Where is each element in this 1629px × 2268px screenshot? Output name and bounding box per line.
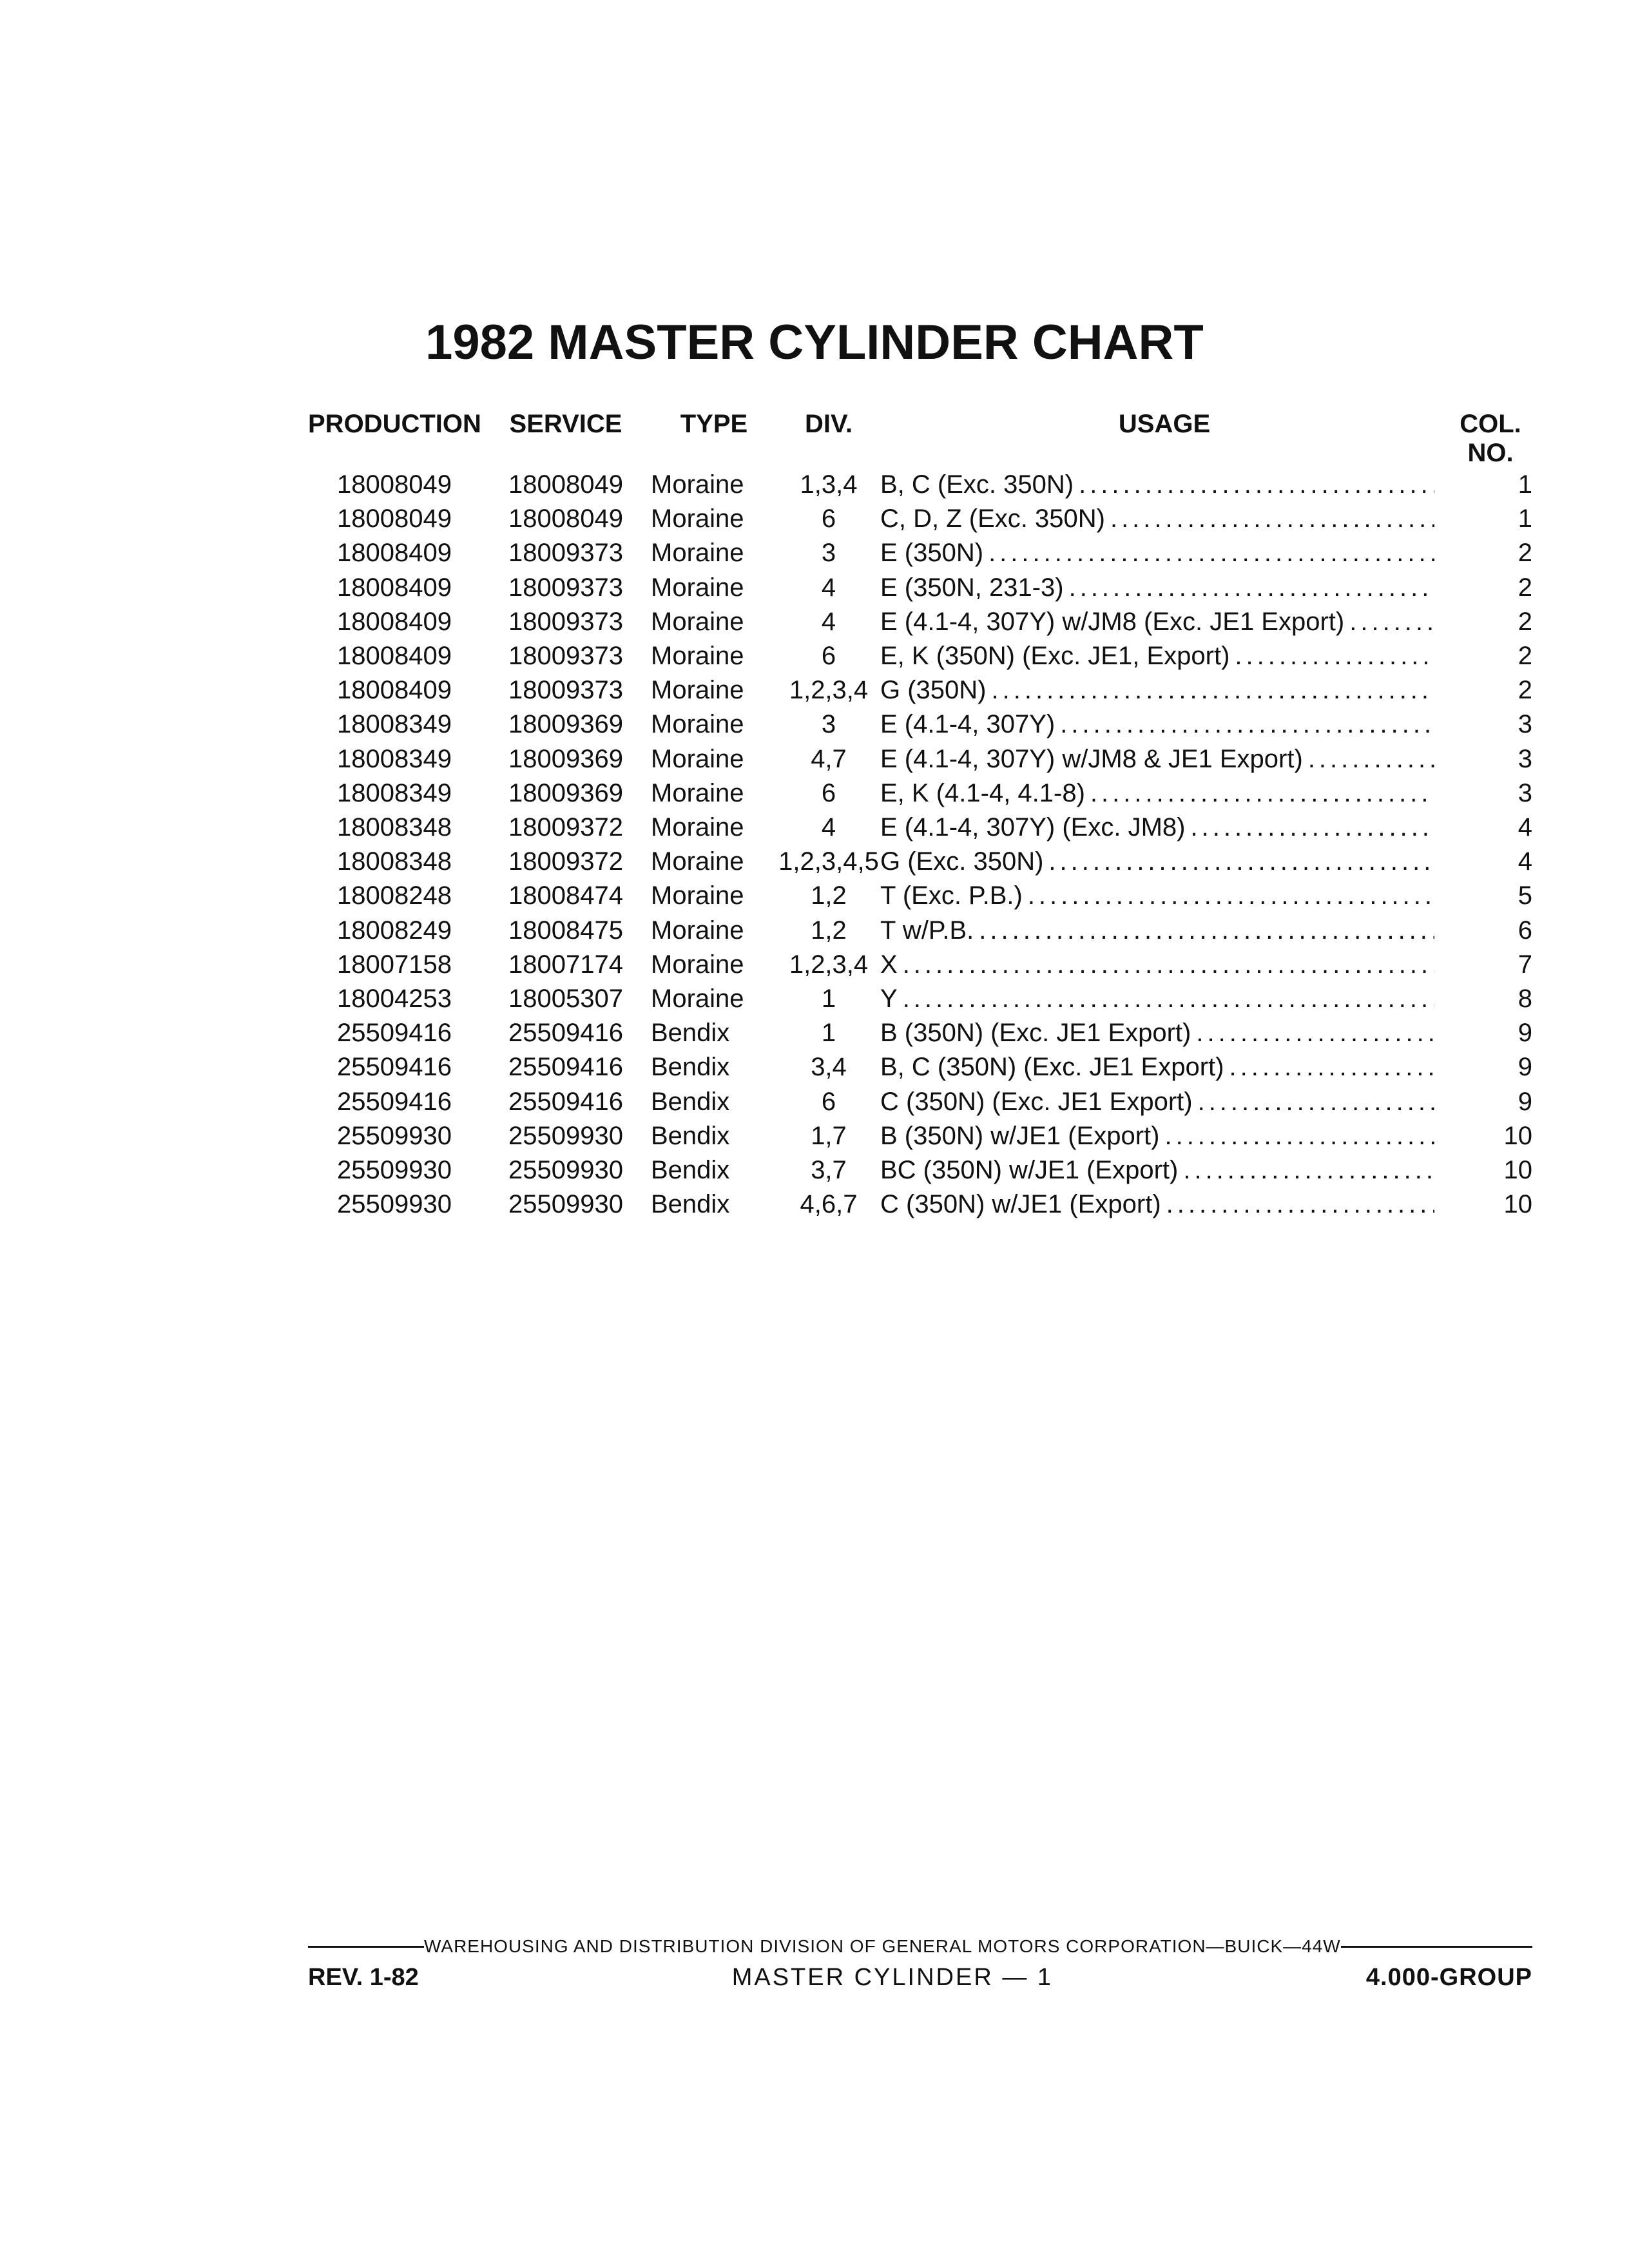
col-no-cell: 2	[1518, 573, 1532, 602]
dot-leader	[898, 982, 1434, 1016]
production-cell: 25509930	[337, 1121, 452, 1150]
usage-cell	[880, 1085, 1449, 1119]
production-cell: 18008349	[337, 744, 452, 773]
table-row	[308, 1050, 1532, 1084]
table-row	[308, 1187, 1532, 1222]
usage-cell	[880, 742, 1449, 776]
div-cell: 1,2	[811, 881, 847, 910]
usage-text: E (4.1-4, 307Y) w/JM8 & JE1 Export)	[880, 744, 1303, 773]
usage-text: E (350N, 231-3)	[880, 573, 1064, 602]
usage-text: E (4.1-4, 307Y) w/JM8 (Exc. JE1 Export)	[880, 607, 1345, 636]
footer-division-text: WAREHOUSING AND DISTRIBUTION DIVISION OF GENERAL MOTORS CORPORATION—BUICK—44W	[424, 1936, 1341, 1956]
production-cell: 18008409	[337, 607, 452, 636]
type-cell: Moraine	[651, 881, 744, 910]
div-cell: 3,4	[811, 1053, 847, 1082]
usage-cell	[880, 948, 1449, 982]
dot-leader	[1085, 776, 1434, 811]
service-cell: 25509416	[508, 1087, 623, 1116]
dot-leader	[987, 673, 1435, 707]
usage-cell	[880, 468, 1449, 502]
col-no-cell: 7	[1518, 950, 1532, 979]
dot-leader	[1074, 468, 1434, 502]
table-body	[308, 468, 1532, 1222]
production-cell: 25509416	[337, 1053, 452, 1082]
usage-cell	[880, 605, 1449, 639]
service-cell: 25509416	[508, 1053, 623, 1082]
table-row	[308, 845, 1532, 879]
service-cell: 18009373	[508, 676, 623, 705]
service-cell: 25509930	[508, 1156, 623, 1185]
footer-bottom	[308, 1964, 1532, 1992]
div-cell: 1,2,3,4	[789, 950, 869, 979]
production-cell: 25509930	[337, 1156, 452, 1185]
div-cell: 6	[821, 1087, 836, 1116]
type-cell: Moraine	[651, 778, 744, 807]
div-cell: 3,7	[811, 1156, 847, 1185]
div-cell: 6	[821, 642, 836, 671]
header-production: PRODUCTION	[308, 410, 481, 438]
dot-leader	[1193, 1085, 1434, 1119]
usage-cell	[880, 673, 1449, 707]
usage-cell	[880, 914, 1449, 948]
table-header-row	[308, 410, 1532, 468]
col-no-cell: 9	[1518, 1053, 1532, 1082]
page-title: 1982 MASTER CYLINDER CHART	[425, 315, 1204, 370]
dot-leader	[1178, 1153, 1434, 1187]
production-cell: 18008248	[337, 881, 452, 910]
col-no-cell: 3	[1518, 778, 1532, 807]
production-cell: 18008348	[337, 813, 452, 842]
div-cell: 1	[821, 1019, 836, 1048]
type-cell: Moraine	[651, 676, 744, 705]
usage-cell	[880, 502, 1449, 536]
service-cell: 18009369	[508, 710, 623, 739]
usage-text: C (350N) (Exc. JE1 Export)	[880, 1087, 1193, 1116]
div-cell: 4,7	[811, 744, 847, 773]
service-cell: 18009372	[508, 813, 623, 842]
type-cell: Moraine	[651, 813, 744, 842]
div-cell: 1,2,3,4,5	[778, 847, 879, 876]
table-row	[308, 707, 1532, 742]
usage-text: T w/P.B.	[880, 916, 974, 945]
dot-leader	[1055, 707, 1434, 742]
table-row	[308, 948, 1532, 982]
production-cell: 18008349	[337, 710, 452, 739]
type-cell: Moraine	[651, 470, 744, 499]
table-row	[308, 1085, 1532, 1119]
col-no-cell: 2	[1518, 642, 1532, 671]
header-service: SERVICE	[509, 410, 622, 438]
usage-cell	[880, 1016, 1449, 1050]
col-no-cell: 10	[1503, 1156, 1532, 1185]
div-cell: 6	[821, 778, 836, 807]
col-no-cell: 5	[1518, 881, 1532, 910]
table-row	[308, 1153, 1532, 1187]
col-no-cell: 10	[1503, 1190, 1532, 1219]
col-no-cell: 1	[1518, 505, 1532, 533]
table-row	[308, 811, 1532, 845]
table-row	[308, 879, 1532, 913]
service-cell: 25509416	[508, 1019, 623, 1048]
table-row	[308, 914, 1532, 948]
service-cell: 18008049	[508, 470, 623, 499]
service-cell: 18008475	[508, 916, 623, 945]
table-row	[308, 776, 1532, 811]
type-cell: Moraine	[651, 950, 744, 979]
footer-revision: REV. 1-82	[308, 1964, 419, 1991]
col-no-cell: 3	[1518, 710, 1532, 739]
service-cell: 18009373	[508, 607, 623, 636]
production-cell: 25509416	[337, 1087, 452, 1116]
div-cell: 1,2,3,4	[789, 676, 869, 705]
col-no-cell: 10	[1503, 1121, 1532, 1150]
type-cell: Moraine	[651, 539, 744, 568]
col-no-cell: 4	[1518, 813, 1532, 842]
dot-leader	[1159, 1119, 1434, 1153]
service-cell: 18009372	[508, 847, 623, 876]
usage-cell	[880, 845, 1449, 879]
production-cell: 18008409	[337, 676, 452, 705]
usage-text: B (350N) (Exc. JE1 Export)	[880, 1019, 1191, 1048]
div-cell: 1,2	[811, 916, 847, 945]
service-cell: 25509930	[508, 1121, 623, 1150]
service-cell: 18007174	[508, 950, 623, 979]
div-cell: 3	[821, 710, 836, 739]
production-cell: 18008049	[337, 470, 452, 499]
col-no-cell: 2	[1518, 539, 1532, 568]
footer-rule-left	[308, 1946, 424, 1948]
dot-leader	[1161, 1187, 1434, 1222]
footer-division-line	[308, 1936, 1532, 1957]
type-cell: Bendix	[651, 1019, 730, 1048]
usage-text: Y	[880, 985, 898, 1014]
dot-leader	[1191, 1016, 1434, 1050]
col-no-cell: 1	[1518, 470, 1532, 499]
usage-cell	[880, 776, 1449, 811]
usage-text: E, K (350N) (Exc. JE1, Export)	[880, 642, 1230, 671]
production-cell: 25509416	[337, 1019, 452, 1048]
production-cell: 18004253	[337, 985, 452, 1014]
service-cell: 25509930	[508, 1190, 623, 1219]
div-cell: 1	[821, 985, 836, 1014]
usage-text: E (350N)	[880, 539, 984, 568]
production-cell: 18008349	[337, 778, 452, 807]
type-cell: Moraine	[651, 710, 744, 739]
table-row	[308, 1119, 1532, 1153]
production-cell: 18008409	[337, 539, 452, 568]
usage-cell	[880, 707, 1449, 742]
production-cell: 18008409	[337, 573, 452, 602]
type-cell: Moraine	[651, 916, 744, 945]
div-cell: 1,7	[811, 1121, 847, 1150]
usage-text: E, K (4.1-4, 4.1-8)	[880, 778, 1085, 807]
type-cell: Moraine	[651, 985, 744, 1014]
table-row	[308, 571, 1532, 605]
div-cell: 4	[821, 573, 836, 602]
col-no-cell: 9	[1518, 1019, 1532, 1048]
type-cell: Moraine	[651, 642, 744, 671]
usage-text: G (Exc. 350N)	[880, 847, 1044, 876]
div-cell: 1,3,4	[800, 470, 858, 499]
footer-section: MASTER CYLINDER — 1	[731, 1964, 1054, 1991]
dot-leader	[1043, 845, 1434, 879]
usage-cell	[880, 1187, 1449, 1222]
usage-text: B, C (Exc. 350N)	[880, 470, 1074, 499]
type-cell: Moraine	[651, 505, 744, 533]
service-cell: 18009373	[508, 642, 623, 671]
table-row	[308, 639, 1532, 673]
table-row	[308, 468, 1532, 502]
production-cell: 18007158	[337, 950, 452, 979]
table-row	[308, 673, 1532, 707]
service-cell: 18008474	[508, 881, 623, 910]
header-usage: USAGE	[1118, 410, 1211, 438]
table-row	[308, 536, 1532, 570]
type-cell: Moraine	[651, 744, 744, 773]
dot-leader	[1303, 742, 1434, 776]
type-cell: Bendix	[651, 1190, 730, 1219]
table-row	[308, 1016, 1532, 1050]
usage-cell	[880, 1119, 1449, 1153]
type-cell: Bendix	[651, 1121, 730, 1150]
usage-text: C, D, Z (Exc. 350N)	[880, 505, 1105, 533]
dot-leader	[1229, 639, 1434, 673]
usage-text: BC (350N) w/JE1 (Export)	[880, 1156, 1179, 1185]
usage-cell	[880, 536, 1449, 570]
service-cell: 18009369	[508, 744, 623, 773]
table-row	[308, 502, 1532, 536]
div-cell: 4	[821, 813, 836, 842]
production-cell: 25509930	[337, 1190, 452, 1219]
usage-cell	[880, 1153, 1449, 1187]
dot-leader	[1185, 811, 1434, 845]
table-row	[308, 982, 1532, 1016]
service-cell: 18008049	[508, 505, 623, 533]
usage-cell	[880, 1050, 1449, 1084]
col-no-cell: 4	[1518, 847, 1532, 876]
div-cell: 3	[821, 539, 836, 568]
usage-text: X	[880, 950, 898, 979]
header-type: TYPE	[680, 410, 748, 438]
usage-text: B, C (350N) (Exc. JE1 Export)	[880, 1053, 1224, 1082]
usage-text: C (350N) w/JE1 (Export)	[880, 1190, 1161, 1219]
dot-leader	[983, 536, 1434, 570]
header-col-no: COL. NO.	[1460, 410, 1521, 467]
col-no-cell: 8	[1518, 985, 1532, 1014]
footer-rule-right	[1341, 1946, 1532, 1948]
col-no-cell: 2	[1518, 607, 1532, 636]
production-cell: 18008249	[337, 916, 452, 945]
dot-leader	[1344, 605, 1434, 639]
usage-text: B (350N) w/JE1 (Export)	[880, 1121, 1160, 1150]
usage-text: T (Exc. P.B.)	[880, 881, 1023, 910]
usage-text: G (350N)	[880, 676, 987, 705]
dot-leader	[974, 914, 1434, 948]
col-no-cell: 9	[1518, 1087, 1532, 1116]
dot-leader	[1224, 1050, 1434, 1084]
col-no-cell: 3	[1518, 744, 1532, 773]
type-cell: Moraine	[651, 847, 744, 876]
usage-text: E (4.1-4, 307Y) (Exc. JM8)	[880, 813, 1186, 842]
production-cell: 18008348	[337, 847, 452, 876]
dot-leader	[898, 948, 1434, 982]
dot-leader	[1105, 502, 1434, 536]
dot-leader	[1023, 879, 1434, 913]
type-cell: Moraine	[651, 607, 744, 636]
footer-group: 4.000-GROUP	[1365, 1964, 1532, 1991]
type-cell: Bendix	[651, 1053, 730, 1082]
service-cell: 18005307	[508, 985, 623, 1014]
service-cell: 18009369	[508, 778, 623, 807]
col-no-cell: 6	[1518, 916, 1532, 945]
table-row	[308, 605, 1532, 639]
div-cell: 4,6,7	[800, 1190, 858, 1219]
production-cell: 18008049	[337, 505, 452, 533]
service-cell: 18009373	[508, 539, 623, 568]
type-cell: Bendix	[651, 1087, 730, 1116]
service-cell: 18009373	[508, 573, 623, 602]
table-row	[308, 742, 1532, 776]
type-cell: Bendix	[651, 1156, 730, 1185]
col-no-cell: 2	[1518, 676, 1532, 705]
usage-cell	[880, 982, 1449, 1016]
div-cell: 6	[821, 505, 836, 533]
usage-cell	[880, 811, 1449, 845]
usage-cell	[880, 571, 1449, 605]
dot-leader	[1064, 571, 1434, 605]
usage-cell	[880, 639, 1449, 673]
usage-text: E (4.1-4, 307Y)	[880, 710, 1055, 739]
master-cylinder-table	[308, 410, 1532, 1222]
usage-cell	[880, 879, 1449, 913]
header-div: DIV.	[804, 410, 853, 438]
production-cell: 18008409	[337, 642, 452, 671]
type-cell: Moraine	[651, 573, 744, 602]
div-cell: 4	[821, 607, 836, 636]
